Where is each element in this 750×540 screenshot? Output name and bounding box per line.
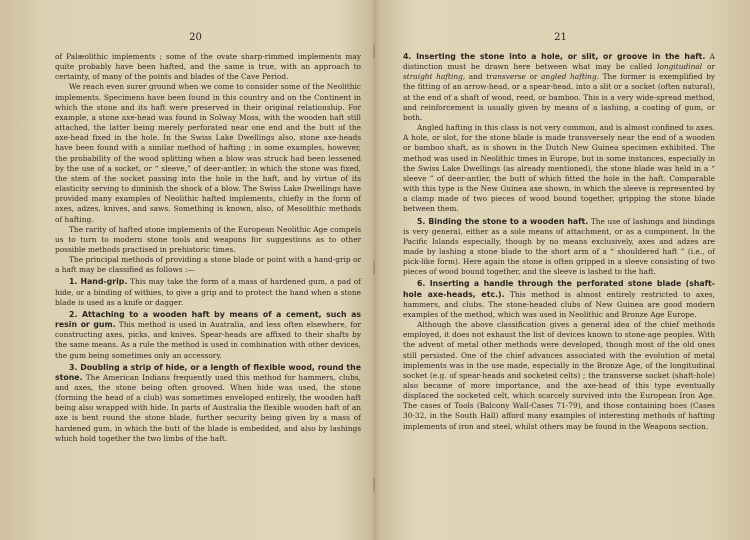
paragraph: of Palæolithic implements ; some of the ovate sharp-rimmed implements may quite probably have been hafted, and the same is true, with an approach to certainty, of many of the points and blades of the Cave Period.: [55, 52, 361, 82]
section-text: This may take the form of a mass of hardened gum, a pad of hide, or a binding of withies, to give a grip and to protect the hand when a stone blade is used as a knife or dagger.: [55, 277, 361, 307]
emphasis: longitudinal: [657, 62, 703, 72]
section-heading: 5. Binding the stone to a wooden haft.: [417, 216, 589, 226]
section-text: and: [468, 72, 483, 82]
section-perforated: [403, 279, 715, 320]
left-page-text: [55, 52, 361, 444]
section-binding: [403, 217, 715, 278]
paragraph: Angled hafting in this class is not very common, and is almost confined to axes. A hole, or slot, for the stone blade is made transversely near the end of a wooden or bamboo shaft, as is shown in the Dutch New Guinea specimen exhibited. The method was used in Neolithic times in Europe, but in some instances, especially in the Swiss Lake Dwellings (as already mentioned), the stone blade was held in a “ sleeve ” of deer-antler, the butt of which fitted the hole in the haft. Comparable with this type is the New Guinea axe shown, in which the sleeve is represented by a clamp made of two pieces of wood bound together, gripping the stone blade between them.: [403, 123, 715, 214]
paragraph: We reach even surer ground when we come to consider some of the Neolithic implements. Specimens have been found in this country and on the Continent in which the stone and its haft were preserved in their original relationship. For example, a stone axe-head was found in Solway Moss, with the wooden haft still attached, the latter being merely perforated near one end and the butt of the axe-head fixed in the hole. In the Swiss Lake Dwellings also, stone axe-heads have been found with a similar method of hafting ; in some examples, however, the probability of the wood splitting when a blow was struck had been lessened by the use of a socket, or “ sleeve,” of deer-antler, in which the stone was fixed, the stem of the socket passing into the hole in the haft, and by virtue of its elasticity serving to diminish the shock of a blow. The Swiss Lake Dwellings have provided many examples of Neolithic hafted implements, chiefly in the form of axes, adzes, knives, and saws. Something is known, also, of Mesolithic methods of hafting.: [55, 82, 361, 224]
section-heading: 6. Inserting a handle through the perforated stone blade (shaft-hole axe-heads, etc.).: [403, 279, 715, 299]
section-hand-grip: [55, 277, 361, 307]
emphasis: straight hafting,: [403, 72, 466, 82]
right-page: [375, 0, 750, 540]
section-text: or: [529, 72, 538, 82]
section-doubling: [55, 363, 361, 444]
section-heading: 4. Inserting the stone into a hole, or slit, or groove in the haft.: [403, 52, 706, 61]
paragraph: Although the above classification gives a general idea of the chief methods employed, it does not exhaust the list of devices known to stone-age peoples. With the advent of metal other methods were developed, though most of the old ones still persisted. One of the chief advances associated with the evolution of metal implements was in the use made, especially in the Bronze Age, of the longitudinal socket (e.g. of spear-heads and socketed celts) ; the transverse socket (shaft-hole) also became of more importance, and the axe-head of this type eventually displaced the socketed celt, which scarcely survived into the European Iron Age. The cases of Tools (Balcony Wall-Cases 71-79), and those containing hoes (Cases 30-32, in the South Hall) afford many examples of interesting methods of hafting implements of iron and steel, whilst others may be found in the Weapons section.: [403, 320, 715, 431]
section-text: The American Indians frequently used this method for hammers, clubs, and axes, the stone being often grooved. When hide was used, the stone (forming the head of a club) was sometimes enveloped entirely, the wooden haft being also wrapped with hide. In parts of Australia the flexible wooden haft of an axe is bent round the stone blade, further security being given by a mass of hardened gum, in which the butt of the blade is embedded, and also by lashings which hold together the two limbs of the haft.: [55, 372, 361, 443]
section-text: or: [707, 62, 715, 72]
section-text: This method is used in Australia, and less often elsewhere, for constructing axes, picks, and knives. Spear-heads are affixed to their shafts by the same means. As a rule the method is used in combination with other devices, the gum being sometimes only an accessory.: [55, 320, 361, 360]
emphasis: transverse: [486, 72, 526, 82]
emphasis: angled hafting.: [541, 72, 600, 82]
paragraph: The rarity of hafted stone implements of the European Neolithic Age compels us to turn to modern stone tools and weapons for suggestions as to other possible methods practised in prehistoric times.: [55, 224, 361, 254]
section-text: A distinction must be drawn here between what may be called: [403, 52, 715, 72]
right-page-text: [403, 52, 715, 432]
section-heading: 1. Hand-grip.: [69, 277, 128, 287]
section-heading: 3. Doubling a strip of hide, or a length of flexible wood, round the stone.: [55, 362, 361, 382]
section-text: The former is exemplified by the fitting of an arrow-head, or a spear-head, into a slit or a socket (often natural), at the end of a shaft of wood, reed, or bamboo. This is a very wide-spread method, and reinforcement is usually given by means of a lashing, a coating of gum, or both.: [403, 72, 715, 122]
section-cement: [55, 310, 361, 361]
page-number: 21: [554, 32, 567, 43]
section-text: This method is almost entirely restricted to axes, hammers, and clubs. The stone-headed clubs of New Guinea are good modern examples of the method, which was used in Neolithic and Bronze Age Europe.: [403, 289, 715, 319]
page-number: 20: [189, 32, 202, 43]
paragraph: The principal methods of providing a stone blade or point with a hand-grip or a haft may be classified as follows :—: [55, 255, 361, 275]
section-inserting-hole: [403, 52, 715, 123]
section-heading: 2. Attaching to a wooden haft by means of a cement, such as resin or gum.: [55, 309, 361, 330]
section-text: The use of lashings and bindings is very general, either as a sole means of attachment, or as a component. In the Pacific Islands especially, though by no means exclusively, axes and adzes are made by lashing a stone blade to the short arm of a “ shouldered haft ” (i.e., of pick-like form). Here again the stone is often gripped in a sleeve consisting of two pieces of wood bound together, and the sleeve is lashed to the haft.: [403, 216, 715, 277]
